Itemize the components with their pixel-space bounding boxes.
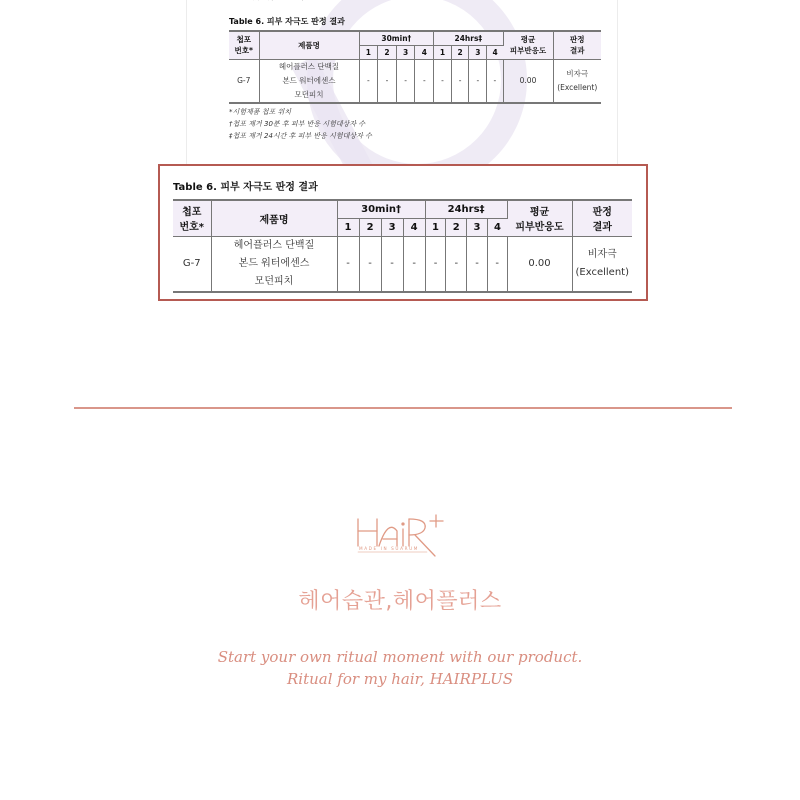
- hairplus-logo-icon: [355, 513, 450, 559]
- sub-header: 3: [469, 45, 487, 59]
- sub-header: 1: [425, 218, 446, 236]
- highlight-table-title: Table 6. 피부 자극도 판정 결과: [173, 182, 318, 193]
- sub-header: 2: [378, 45, 397, 59]
- sub-header: 1: [359, 45, 378, 59]
- cell-30min-2: -: [359, 236, 381, 292]
- cell-24hrs-1: -: [425, 236, 446, 292]
- cell-30min-3: -: [396, 59, 415, 103]
- tagline-line-1: Start your own ritual moment with our product.: [217, 648, 583, 666]
- cell-30min-4: -: [415, 59, 434, 103]
- highlighted-table-callout: [158, 164, 648, 301]
- header-product-name: 제품명: [211, 200, 337, 236]
- header-patch-no: 첩포 번호*: [229, 31, 259, 59]
- document-page: [186, 0, 618, 170]
- sub-header: 4: [487, 218, 507, 236]
- tagline-line-2: Ritual for my hair, HAIRPLUS: [286, 670, 514, 688]
- cell-avg: 0.00: [507, 236, 572, 292]
- svg-text:MADE IN SUARUM: MADE IN SUARUM: [359, 546, 419, 551]
- sub-header: 1: [434, 45, 452, 59]
- cell-patch-no: G-7: [229, 59, 259, 103]
- table-row: [229, 59, 601, 103]
- table-row: [173, 236, 632, 292]
- header-30min: 30min†: [359, 31, 434, 45]
- table-footnotes: [229, 106, 601, 142]
- header-avg: 평균 피부반응도: [507, 200, 572, 236]
- tagline-english: [0, 646, 800, 690]
- brand-logo: [355, 513, 450, 559]
- footnote: ‡첩포 제거 24시간 후 피부 반응 시험대상자 수: [229, 131, 372, 140]
- tagline-korean: 헤어습관,헤어플러스: [298, 589, 502, 614]
- cell-24hrs-3: -: [469, 59, 487, 103]
- footnote: †첩포 제거 30분 후 피부 반응 시험대상자 수: [229, 119, 366, 128]
- header-avg: 평균 피부반응도: [503, 31, 553, 59]
- cell-30min-1: -: [359, 59, 378, 103]
- cell-product-name: 헤어플러스 단백질 본드 워터에센스 모던피치: [259, 59, 359, 103]
- cell-24hrs-1: -: [434, 59, 452, 103]
- cell-avg: 0.00: [503, 59, 553, 103]
- document-intro-text: [229, 0, 601, 4]
- cell-24hrs-2: -: [446, 236, 467, 292]
- cell-30min-3: -: [381, 236, 403, 292]
- cell-30min-2: -: [378, 59, 397, 103]
- table-title: Table 6. 피부 자극도 판정 결과: [229, 17, 345, 26]
- header-24hrs: 24hrs‡: [434, 31, 503, 45]
- highlight-irritation-table: [173, 199, 632, 293]
- header-result: 판정 결과: [572, 200, 632, 236]
- footnote: *시험제품 첩포 위치: [229, 107, 292, 116]
- cell-result: 비자극 (Excellent): [553, 59, 601, 103]
- sub-header: 2: [451, 45, 469, 59]
- cell-24hrs-4: -: [487, 59, 503, 103]
- cell-24hrs-3: -: [467, 236, 488, 292]
- sub-header: 3: [381, 218, 403, 236]
- sub-header: 4: [403, 218, 425, 236]
- cell-24hrs-4: -: [487, 236, 507, 292]
- sub-header: 3: [396, 45, 415, 59]
- sub-header: 2: [446, 218, 467, 236]
- header-30min: 30min†: [337, 200, 425, 218]
- sub-header: 1: [337, 218, 359, 236]
- cell-product-name: 헤어플러스 단백질 본드 워터에센스 모던피치: [211, 236, 337, 292]
- cell-patch-no: G-7: [173, 236, 211, 292]
- header-patch-no: 첩포 번호*: [173, 200, 211, 236]
- cell-24hrs-2: -: [451, 59, 469, 103]
- cell-result: 비자극 (Excellent): [572, 236, 632, 292]
- header-24hrs: 24hrs‡: [425, 200, 507, 218]
- sub-header: 4: [415, 45, 434, 59]
- section-divider: [74, 407, 732, 409]
- cell-30min-4: -: [403, 236, 425, 292]
- header-result: 판정 결과: [553, 31, 601, 59]
- sub-header: 4: [487, 45, 503, 59]
- header-product-name: 제품명: [259, 31, 359, 59]
- sub-header: 3: [467, 218, 488, 236]
- document-content: [229, 0, 601, 142]
- cell-30min-1: -: [337, 236, 359, 292]
- irritation-results-table: [229, 30, 601, 104]
- sub-header: 2: [359, 218, 381, 236]
